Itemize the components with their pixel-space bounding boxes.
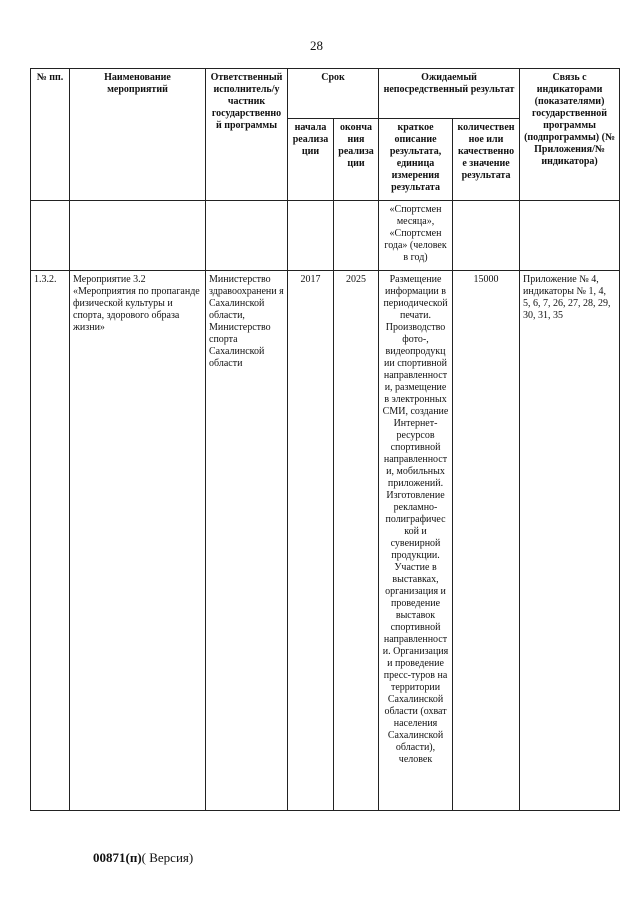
header-expected: Ожидаемый непосредственный результат: [379, 69, 520, 119]
header-num: № пп.: [31, 69, 70, 201]
cell-brief: Размещение информации в периодической печати. Производство фото-, видеопродукц ии спортивной направленност и, размещение в электронных СМИ, создание Интернет-ресурсов спортивной направленност и, мобильных приложений. Изготовление рекламно-полиграфичес кой и сувенирной продукции. Участие в выставках, организация и проведение выставок спортивной направленност и. Организация и проведение пресс-туров на территории Сахалинской области (охват населения Сахалинской области), человек: [379, 271, 453, 811]
cell-end: [334, 201, 379, 271]
cell-num: [31, 201, 70, 271]
document-version-footer: [93, 850, 193, 866]
header-term-start: начала реализа ции: [288, 119, 334, 201]
header-term: Срок: [288, 69, 379, 119]
header-term-end: оконча ния реализа ции: [334, 119, 379, 201]
cell-link: [520, 201, 620, 271]
cell-value: 15000: [453, 271, 520, 811]
cell-start: 2017: [288, 271, 334, 811]
cell-start: [288, 201, 334, 271]
cell-name: Мероприятие 3.2 «Мероприятия по пропаганде физической культуры и спорта, здорового образа жизни»: [70, 271, 206, 811]
cell-responsible: [206, 201, 288, 271]
cell-value: [453, 201, 520, 271]
cell-end: 2025: [334, 271, 379, 811]
measures-table: [30, 68, 620, 811]
cell-name: [70, 201, 206, 271]
header-expected-value: количествен ное или качественно е значение результата: [453, 119, 520, 201]
header-link: Связь с индикаторами (показателями) государственной программы (подпрограммы) (№ Приложения/№ индикатора): [520, 69, 620, 201]
cell-responsible: Министерство здравоохранени я Сахалинской области, Министерство спорта Сахалинской области: [206, 271, 288, 811]
header-name: Наименование мероприятий: [70, 69, 206, 201]
page-number: 28: [310, 38, 323, 53]
document-version-label: ( Версия): [141, 850, 194, 865]
cell-num: 1.3.2.: [31, 271, 70, 811]
header-responsible: Ответственный исполнитель/у частник государственно й программы: [206, 69, 288, 201]
cell-link: Приложение № 4, индикаторы № 1, 4, 5, 6, 7, 26, 27, 28, 29, 30, 31, 35: [520, 271, 620, 811]
document-code: 00871(п): [93, 850, 142, 865]
cell-brief: «Спортсмен месяца», «Спортсмен года» (человек в год): [379, 201, 453, 271]
table-row: [31, 201, 620, 271]
table-row: [31, 271, 620, 811]
header-expected-brief: краткое описание результата, единица измерения результата: [379, 119, 453, 201]
